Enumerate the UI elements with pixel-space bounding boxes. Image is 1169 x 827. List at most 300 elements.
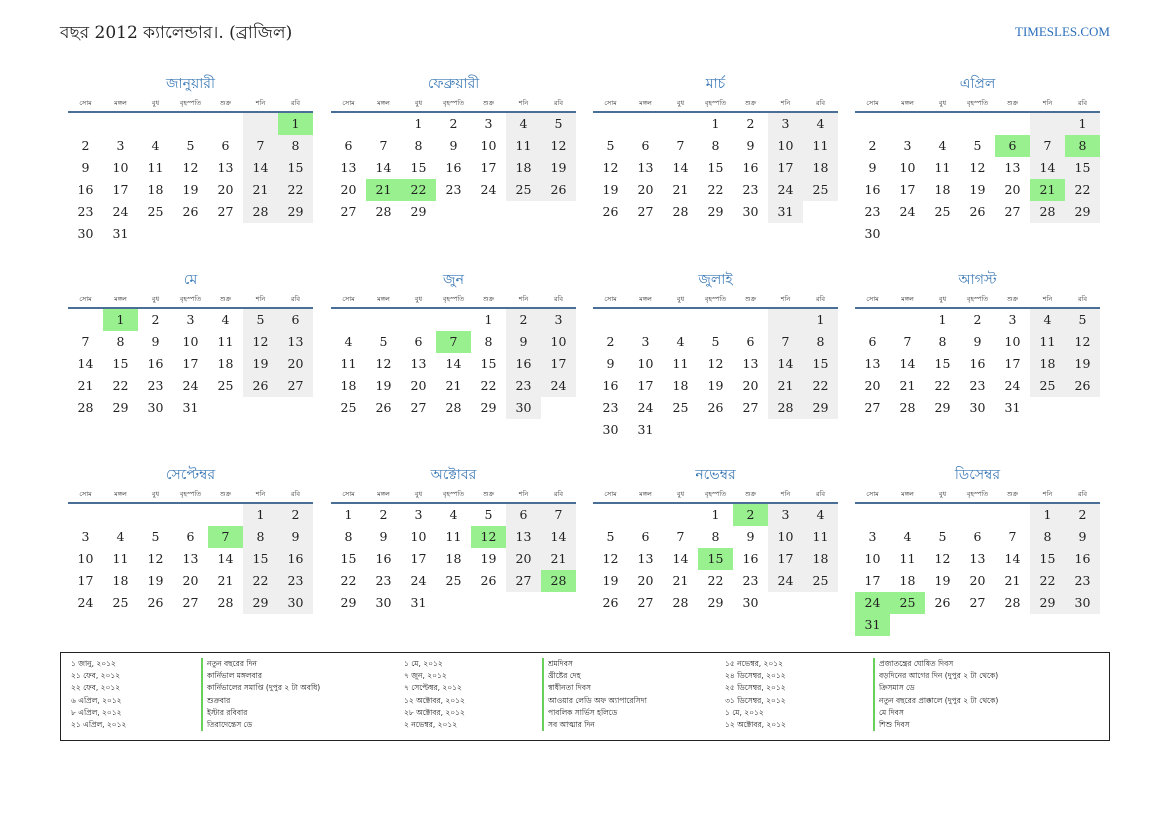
day-grid	[855, 309, 1100, 419]
day-cell: 4	[903, 529, 912, 544]
day-cell: 7	[81, 334, 90, 349]
day-cell: 29	[340, 595, 357, 610]
day-cell: 23	[742, 182, 759, 197]
day-cell: 25	[803, 570, 838, 592]
day-cell: 26	[480, 573, 497, 588]
day-cell: 5	[1065, 309, 1100, 331]
day-cell: 3	[116, 138, 125, 153]
day-cell: 8	[711, 529, 720, 544]
day-cell: 11	[147, 160, 164, 175]
day-cell: 13	[637, 551, 654, 566]
day-cell: 10	[112, 160, 129, 175]
day-cell: 23	[602, 400, 619, 415]
day-cell: 19	[375, 378, 392, 393]
empty-day-cell	[506, 592, 541, 614]
day-cell: 3	[768, 113, 803, 135]
day-cell: 18	[217, 356, 234, 371]
day-cell: 11	[506, 135, 541, 157]
weekday-label: বুধ	[676, 490, 685, 498]
day-cell: 5	[484, 507, 493, 522]
empty-day-cell	[436, 309, 471, 331]
day-cell: 27	[864, 400, 881, 415]
weekday-label: বৃহস্পতি	[442, 490, 465, 498]
day-cell: 6	[641, 138, 650, 153]
empty-day-cell	[733, 309, 768, 331]
weekday-label: শনি	[1042, 99, 1053, 107]
day-cell: 19	[182, 182, 199, 197]
day-cell: 5	[711, 334, 720, 349]
day-cell: 10	[77, 551, 94, 566]
day-cell: 24	[182, 378, 199, 393]
day-cell: 9	[746, 529, 755, 544]
day-cell: 30	[742, 595, 759, 610]
day-cell: 19	[1065, 353, 1100, 375]
day-cell: 21	[243, 179, 278, 201]
day-cell: 5	[606, 529, 615, 544]
day-cell: 10	[864, 551, 881, 566]
empty-day-cell	[243, 113, 278, 135]
weekday-label: শনি	[518, 490, 529, 498]
day-cell: 25	[340, 400, 357, 415]
day-cell: 7	[903, 334, 912, 349]
day-cell: 15	[410, 160, 427, 175]
empty-day-cell	[541, 201, 576, 223]
day-cell: 4	[938, 138, 947, 153]
day-grid	[68, 504, 313, 614]
day-cell: 16	[278, 548, 313, 570]
weekday-label: সোম	[342, 490, 355, 498]
holiday-date: ২৮ অক্টোবর, ২০১২	[404, 707, 465, 717]
day-cell: 9	[606, 356, 615, 371]
month-name: ডিসেম্বর	[954, 467, 1001, 483]
day-cell: 27	[637, 595, 654, 610]
holiday-dates-col-1	[71, 658, 126, 731]
weekday-label: মঙ্গল	[901, 490, 914, 498]
day-cell: 19	[480, 551, 497, 566]
day-cell: 17	[182, 356, 199, 371]
day-cell: 14	[445, 356, 462, 371]
weekday-label: শনি	[780, 490, 791, 498]
day-cell: 2	[506, 309, 541, 331]
weekday-label: শুক্র	[482, 490, 495, 498]
empty-day-cell	[768, 419, 803, 441]
day-cell: 8	[938, 334, 947, 349]
weekday-header	[331, 488, 576, 504]
day-cell: 16	[445, 160, 462, 175]
day-cell: 8	[414, 138, 423, 153]
weekday-label: মঙ্গল	[639, 295, 652, 303]
month-4	[855, 71, 1100, 245]
day-cell: 15	[112, 356, 129, 371]
empty-day-cell	[173, 223, 208, 245]
empty-day-cell	[768, 309, 803, 331]
holiday-name: প্রজাতন্ত্রের ঘোষিত দিবস	[873, 658, 998, 670]
empty-day-cell	[925, 504, 960, 526]
empty-day-cell	[593, 309, 628, 331]
weekday-header	[855, 293, 1100, 309]
day-cell: 26	[243, 375, 278, 397]
weekday-label: সোম	[79, 99, 92, 107]
holiday-name: শুক্রবার	[201, 695, 320, 707]
day-cell: 27	[410, 400, 427, 415]
holiday-date: ২ নভেম্বর, ২০১২	[404, 719, 458, 729]
empty-day-cell	[68, 113, 103, 135]
day-cell: 16	[742, 160, 759, 175]
day-cell: 3	[484, 116, 493, 131]
day-cell: 17	[77, 573, 94, 588]
empty-day-cell	[278, 397, 313, 419]
day-cell: 15	[340, 551, 357, 566]
day-cell: 25	[147, 204, 164, 219]
day-cell: 29	[1065, 201, 1100, 223]
day-cell: 7	[1030, 135, 1065, 157]
day-cell: 29	[803, 397, 838, 419]
day-cell: 3	[186, 312, 195, 327]
day-cell: 6	[186, 529, 195, 544]
holiday-date: ২৫ ডিসেম্বর, ২০১২	[725, 683, 786, 693]
weekday-label: সোম	[604, 490, 617, 498]
day-cell: 20	[637, 573, 654, 588]
holiday-legend	[60, 652, 1110, 741]
empty-day-cell	[890, 113, 925, 135]
weekday-label: সোম	[866, 490, 879, 498]
weekday-label: শুক্র	[1006, 295, 1019, 303]
day-cell: 26	[969, 204, 986, 219]
holiday-date: ১২ অক্টোবর, ২০১২	[404, 695, 465, 705]
day-cell: 10	[637, 356, 654, 371]
day-cell: 28	[243, 201, 278, 223]
day-cell: 12	[1065, 331, 1100, 353]
weekday-label: রবি	[290, 295, 301, 303]
empty-day-cell	[890, 504, 925, 526]
day-cell: 5	[379, 334, 388, 349]
weekday-header	[331, 293, 576, 309]
month-name: এপ্রিল	[959, 76, 996, 92]
day-cell: 17	[637, 378, 654, 393]
weekday-header	[68, 293, 313, 309]
day-cell: 2	[746, 116, 755, 131]
weekday-label: শুক্র	[744, 99, 757, 107]
day-cell: 16	[742, 551, 759, 566]
weekday-label: মঙ্গল	[114, 99, 127, 107]
day-cell: 20	[1004, 182, 1021, 197]
weekday-label: শনি	[255, 295, 266, 303]
day-cell: 17	[768, 548, 803, 570]
empty-day-cell	[1030, 113, 1065, 135]
month-5	[68, 267, 313, 419]
holiday-name: পাবলিক সার্ভিস হলিডে	[542, 707, 647, 719]
day-cell: 14	[1030, 157, 1065, 179]
day-cell: 17	[768, 157, 803, 179]
holiday-date: ১ মে, ২০১২	[725, 707, 764, 717]
weekday-label: শনি	[1042, 295, 1053, 303]
day-cell: 6	[221, 138, 230, 153]
empty-day-cell	[208, 504, 243, 526]
day-cell: 3	[903, 138, 912, 153]
day-cell: 2	[278, 504, 313, 526]
day-cell: 21	[899, 378, 916, 393]
day-grid	[593, 309, 838, 441]
day-cell: 12	[969, 160, 986, 175]
day-cell: 28	[445, 400, 462, 415]
empty-day-cell	[628, 113, 663, 135]
day-cell: 9	[1065, 526, 1100, 548]
day-cell: 7	[379, 138, 388, 153]
day-cell: 4	[676, 334, 685, 349]
day-cell: 30	[864, 226, 881, 241]
day-cell: 18	[445, 551, 462, 566]
day-cell: 16	[77, 182, 94, 197]
day-cell: 7	[676, 138, 685, 153]
day-cell: 29	[934, 400, 951, 415]
day-cell: 27	[340, 204, 357, 219]
day-cell: 7	[1008, 529, 1017, 544]
day-cell: 20	[506, 548, 541, 570]
day-cell: 5	[186, 138, 195, 153]
holiday-date: ৭ সেপ্টেম্বর, ২০১২	[404, 683, 462, 693]
holiday-day-cell: 8	[1065, 135, 1100, 157]
day-cell: 18	[112, 573, 129, 588]
weekday-header	[68, 97, 313, 113]
day-cell: 14	[899, 356, 916, 371]
day-cell: 8	[278, 135, 313, 157]
holiday-date: ১ মে, ২০১২	[404, 659, 443, 668]
weekday-label: রবি	[1077, 295, 1088, 303]
day-cell: 24	[77, 595, 94, 610]
empty-day-cell	[1030, 397, 1065, 419]
holiday-day-cell: 12	[471, 526, 506, 548]
weekday-label: বৃহস্পতি	[179, 295, 202, 303]
weekday-label: শনি	[1042, 490, 1053, 498]
holiday-dates-col-3	[725, 658, 786, 731]
weekday-label: শুক্র	[219, 295, 232, 303]
month-name: ফেব্রুয়ারী	[427, 76, 480, 92]
holiday-day-cell: 24	[855, 592, 890, 614]
day-cell: 13	[217, 160, 234, 175]
weekday-label: বৃহস্পতি	[966, 490, 989, 498]
day-cell: 21	[77, 378, 94, 393]
holiday-day-cell: 1	[103, 309, 138, 331]
day-cell: 10	[182, 334, 199, 349]
holiday-day-cell: 1	[278, 113, 313, 135]
day-cell: 2	[973, 312, 982, 327]
weekday-label: রবি	[290, 490, 301, 498]
day-cell: 17	[480, 160, 497, 175]
empty-day-cell	[138, 223, 173, 245]
day-cell: 15	[278, 157, 313, 179]
holiday-name: কার্নিভালের সমাপ্তি (দুপুর ২ টা অবধি)	[201, 682, 320, 694]
day-cell: 13	[1004, 160, 1021, 175]
holiday-name: স্বাধীনতা দিবস	[542, 682, 647, 694]
day-cell: 28	[899, 400, 916, 415]
weekday-header	[593, 488, 838, 504]
day-cell: 23	[1065, 570, 1100, 592]
day-cell: 1	[1030, 504, 1065, 526]
day-cell: 6	[641, 529, 650, 544]
empty-day-cell	[855, 504, 890, 526]
weekday-label: রবি	[553, 490, 564, 498]
month-11	[593, 462, 838, 614]
day-cell: 24	[410, 573, 427, 588]
holiday-day-cell: 6	[995, 135, 1030, 157]
day-cell: 2	[1065, 504, 1100, 526]
day-cell: 18	[506, 157, 541, 179]
day-cell: 24	[768, 570, 803, 592]
weekday-label: শুক্র	[1006, 99, 1019, 107]
empty-day-cell	[960, 614, 995, 636]
day-cell: 27	[182, 595, 199, 610]
day-cell: 17	[899, 182, 916, 197]
empty-day-cell	[628, 309, 663, 331]
day-cell: 9	[278, 526, 313, 548]
day-cell: 21	[1004, 573, 1021, 588]
empty-day-cell	[471, 592, 506, 614]
day-cell: 10	[899, 160, 916, 175]
day-grid	[855, 504, 1100, 636]
month-9	[68, 462, 313, 614]
month-name: মার্চ	[705, 76, 726, 92]
site-link[interactable]: TIMESLES.COM	[1015, 24, 1110, 39]
day-cell: 19	[969, 182, 986, 197]
weekday-label: বৃহস্পতি	[704, 99, 727, 107]
holiday-names-col-2	[542, 658, 647, 731]
day-cell: 15	[480, 356, 497, 371]
empty-day-cell	[593, 113, 628, 135]
day-cell: 28	[1004, 595, 1021, 610]
day-cell: 17	[541, 353, 576, 375]
day-cell: 26	[707, 400, 724, 415]
day-cell: 22	[1030, 570, 1065, 592]
holiday-day-cell: 21	[1030, 179, 1065, 201]
empty-day-cell	[541, 397, 576, 419]
holiday-day-cell: 7	[436, 331, 471, 353]
weekday-label: মঙ্গল	[901, 295, 914, 303]
empty-day-cell	[925, 223, 960, 245]
day-cell: 8	[243, 526, 278, 548]
day-cell: 21	[672, 182, 689, 197]
day-cell: 25	[506, 179, 541, 201]
day-cell: 25	[934, 204, 951, 219]
holiday-dates-col-2	[404, 658, 465, 731]
weekday-label: সোম	[342, 295, 355, 303]
day-cell: 27	[217, 204, 234, 219]
holiday-name: শ্রমদিবস	[542, 658, 647, 670]
weekday-label: রবি	[553, 99, 564, 107]
day-cell: 26	[147, 595, 164, 610]
day-cell: 18	[934, 182, 951, 197]
day-cell: 20	[278, 353, 313, 375]
day-cell: 11	[1030, 331, 1065, 353]
day-grid	[593, 113, 838, 223]
day-cell: 22	[707, 573, 724, 588]
weekday-label: বুধ	[938, 295, 947, 303]
day-cell: 10	[1004, 334, 1021, 349]
day-cell: 26	[602, 595, 619, 610]
weekday-label: শনি	[518, 295, 529, 303]
holiday-date: ১ জানু, ২০১২	[71, 659, 116, 668]
day-cell: 14	[217, 551, 234, 566]
weekday-label: মঙ্গল	[114, 295, 127, 303]
day-cell: 26	[541, 179, 576, 201]
day-cell: 19	[147, 573, 164, 588]
weekday-label: শনি	[255, 99, 266, 107]
empty-day-cell	[733, 419, 768, 441]
holiday-day-cell: 21	[366, 179, 401, 201]
weekday-label: শুক্র	[482, 99, 495, 107]
day-cell: 21	[672, 573, 689, 588]
day-cell: 15	[803, 353, 838, 375]
holiday-name: ইস্টার রবিবার	[201, 707, 320, 719]
month-2	[331, 71, 576, 223]
day-cell: 5	[541, 113, 576, 135]
day-cell: 22	[278, 179, 313, 201]
day-cell: 5	[606, 138, 615, 153]
empty-day-cell	[208, 397, 243, 419]
empty-day-cell	[890, 223, 925, 245]
day-cell: 20	[340, 182, 357, 197]
day-cell: 23	[147, 378, 164, 393]
day-cell: 13	[410, 356, 427, 371]
day-cell: 11	[934, 160, 951, 175]
weekday-label: সোম	[866, 99, 879, 107]
day-cell: 23	[506, 375, 541, 397]
empty-day-cell	[138, 504, 173, 526]
empty-day-cell	[173, 504, 208, 526]
holiday-name: নতুন বছরের প্রাক্কালে (দুপুর ২ টা থেকে)	[873, 695, 998, 707]
empty-day-cell	[960, 223, 995, 245]
month-name: নভেম্বর	[695, 467, 736, 483]
day-cell: 3	[541, 309, 576, 331]
weekday-label: শুক্র	[219, 490, 232, 498]
empty-day-cell	[1065, 223, 1100, 245]
empty-day-cell	[960, 113, 995, 135]
day-cell: 20	[182, 573, 199, 588]
day-grid	[593, 504, 838, 614]
day-cell: 16	[1065, 548, 1100, 570]
holiday-names-col-3	[873, 658, 998, 731]
weekday-label: রবি	[1077, 490, 1088, 498]
day-cell: 1	[711, 507, 720, 522]
day-cell: 19	[602, 182, 619, 197]
day-cell: 14	[243, 157, 278, 179]
empty-day-cell	[663, 419, 698, 441]
day-cell: 2	[81, 138, 90, 153]
holiday-name: তিরাদেন্তেস ডে	[201, 719, 320, 731]
day-cell: 8	[1030, 526, 1065, 548]
day-cell: 23	[969, 378, 986, 393]
day-cell: 11	[445, 529, 462, 544]
day-cell: 17	[864, 573, 881, 588]
day-cell: 15	[707, 160, 724, 175]
day-cell: 15	[934, 356, 951, 371]
weekday-label: বুধ	[414, 295, 423, 303]
day-grid	[331, 309, 576, 419]
day-cell: 4	[803, 504, 838, 526]
day-cell: 30	[969, 400, 986, 415]
empty-day-cell	[995, 113, 1030, 135]
day-cell: 25	[1030, 375, 1065, 397]
weekday-label: বৃহস্পতি	[704, 295, 727, 303]
weekday-label: বুধ	[676, 99, 685, 107]
day-cell: 23	[375, 573, 392, 588]
empty-day-cell	[925, 113, 960, 135]
day-cell: 12	[375, 356, 392, 371]
day-cell: 13	[637, 160, 654, 175]
day-cell: 29	[112, 400, 129, 415]
month-6	[331, 267, 576, 419]
day-cell: 25	[217, 378, 234, 393]
month-name: সেপ্টেম্বর	[165, 467, 216, 483]
